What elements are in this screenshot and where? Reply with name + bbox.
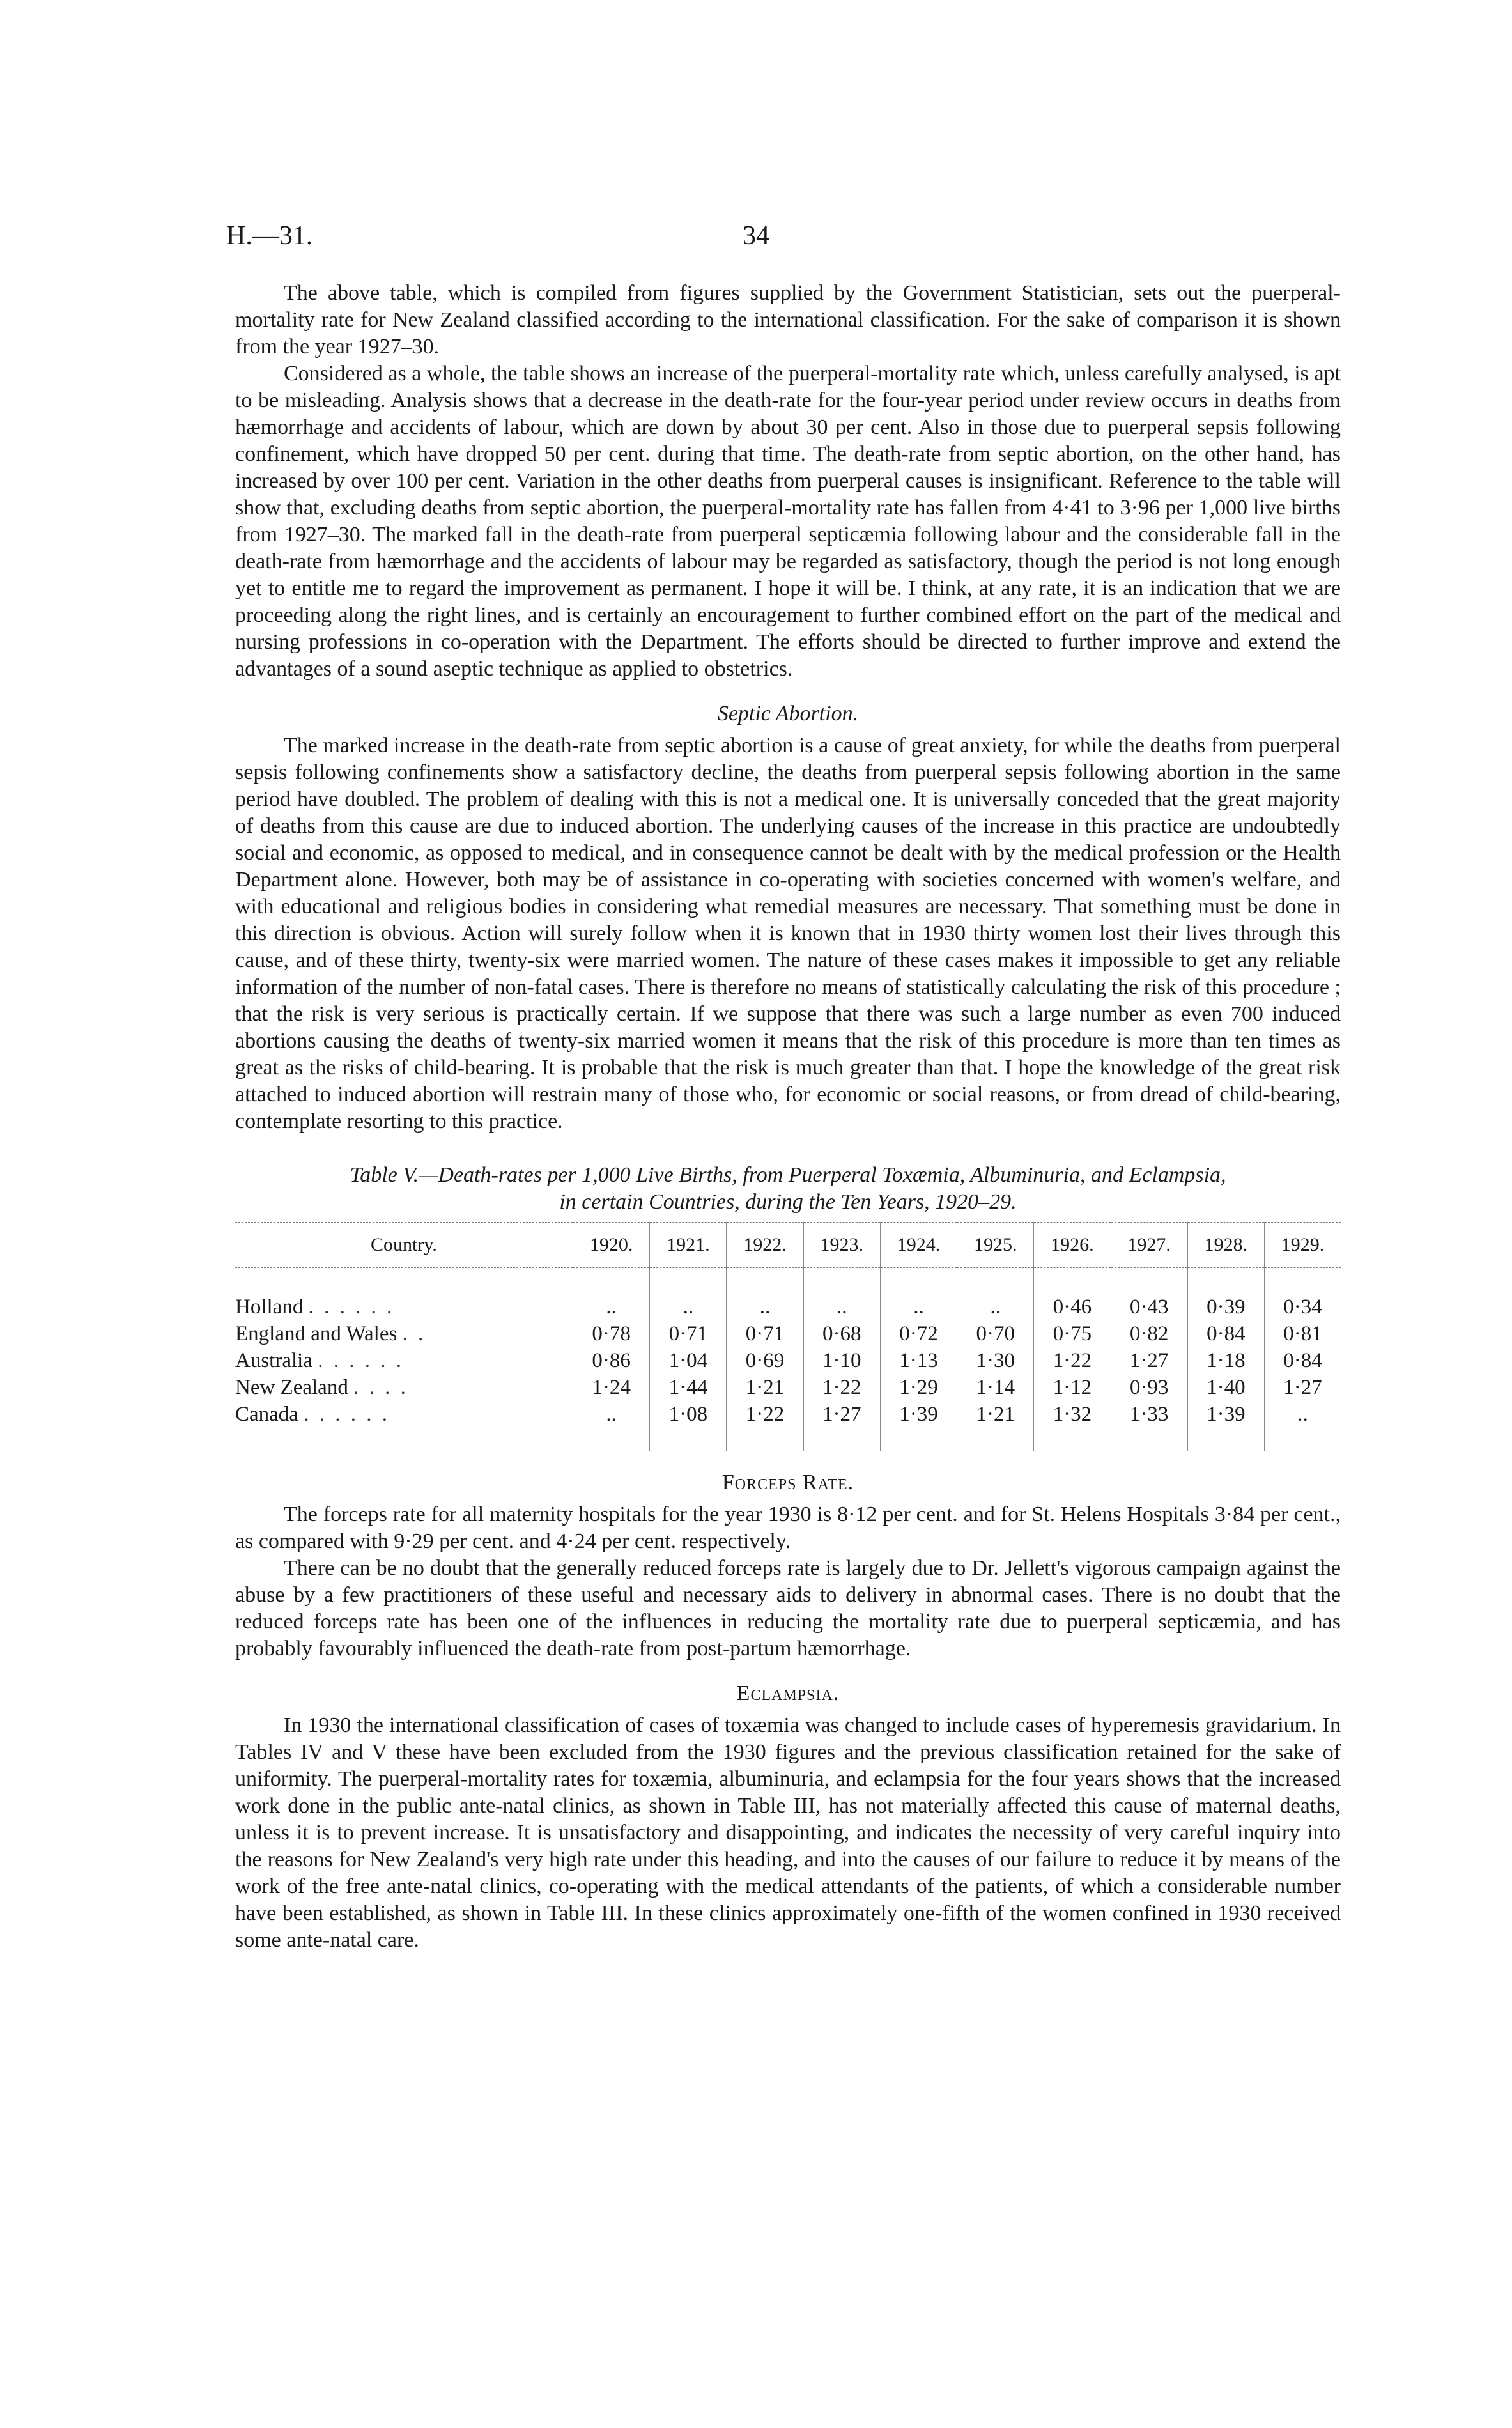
year-header: 1923. <box>803 1223 880 1268</box>
rate-cell: 1·22 <box>803 1374 880 1401</box>
year-header: 1920. <box>573 1223 650 1268</box>
page-content <box>235 280 1341 1954</box>
rate-cell: .. <box>880 1268 957 1321</box>
country-cell <box>235 1268 573 1321</box>
forceps-rate-heading: Forceps Rate. <box>721 1471 854 1494</box>
rate-cell: .. <box>1264 1401 1341 1451</box>
year-header: 1928. <box>1187 1223 1264 1268</box>
table-caption <box>235 1162 1341 1216</box>
country-name: Canada <box>235 1403 298 1426</box>
page-number: 34 <box>743 221 769 251</box>
rate-cell: 1·22 <box>727 1401 803 1451</box>
septic-abortion-heading: Septic Abortion. <box>717 702 859 725</box>
year-header: 1926. <box>1034 1223 1111 1268</box>
year-header: 1922. <box>727 1223 803 1268</box>
rate-cell: .. <box>957 1268 1034 1321</box>
rate-cell: 1·39 <box>1187 1401 1264 1451</box>
rate-cell: 1·40 <box>1187 1374 1264 1401</box>
rate-cell: 1·21 <box>957 1401 1034 1451</box>
rate-cell: 1·44 <box>650 1374 727 1401</box>
country-name: England and Wales <box>235 1322 397 1345</box>
intro-paragraph-1: The above table, which is compiled from figures supplied by the Government Statistician, sets out the puerperal-mortality rate for New Zealand classified according to the international classification. For the sake of comparison it is shown from the year 1927–30. <box>235 281 1341 359</box>
year-header: 1924. <box>880 1223 957 1268</box>
rate-cell: 0·71 <box>727 1320 803 1347</box>
rate-cell: 0·84 <box>1264 1347 1341 1374</box>
rate-cell: 0·68 <box>803 1320 880 1347</box>
rate-cell: 1·10 <box>803 1347 880 1374</box>
report-reference: H.—31. <box>226 221 313 251</box>
year-header: 1925. <box>957 1223 1034 1268</box>
rate-cell: 0·78 <box>573 1320 650 1347</box>
intro-paragraph-2: Considered as a whole, the table shows an increase of the puerperal-mortality rate which, unless carefully analysed, is apt to be misleading. Analysis shows that a decrease in the death-rate for the four-year period under review occurs in deaths from hæmorrhage and accidents of labour, which are down by about 30 per cent. Also in those due to puerperal sepsis following confinement, which have dropped 50 per cent. during that time. The death-rate from septic abortion, on the other hand, has increased by over 100 per cent. Variation in the other deaths from puerperal causes is insignificant. Reference to the table will show that, excluding deaths from septic abortion, the puerperal-mortality rate has fallen from 4·41 to 3·96 per 1,000 live births from 1927–30. The marked fall in the death-rate from puerperal septicæmia following labour and the considerable fall in the death-rate from hæmorrhage and the accidents of labour may be regarded as satisfactory, though the period is not long enough yet to entitle me to regard the improvement as permanent. I hope it will be. I think, at any rate, it is an indication that we are proceeding along the right lines, and is certainly an encouragement to further combined effort on the part of the medical and nursing professions in co-operation with the Department. The efforts should be directed to further improve and extend the advantages of a sound aseptic technique as applied to obstetrics. <box>235 362 1341 681</box>
rate-cell: 0·43 <box>1111 1268 1187 1321</box>
rate-cell: 1·14 <box>957 1374 1034 1401</box>
rate-cell: 1·21 <box>727 1374 803 1401</box>
rate-cell: .. <box>650 1268 727 1321</box>
dot-leader: . . . . . . <box>308 1295 395 1318</box>
rate-cell: 1·08 <box>650 1401 727 1451</box>
year-header: 1929. <box>1264 1223 1341 1268</box>
country-cell <box>235 1347 573 1374</box>
country-column-header: Country. <box>235 1223 573 1268</box>
dot-leader: . . . . . . <box>304 1403 390 1426</box>
country-cell <box>235 1320 573 1347</box>
table-row <box>235 1320 1341 1347</box>
forceps-paragraph-2: There can be no doubt that the generally reduced forceps rate is largely due to Dr. Jellett's vigorous campaign against the abuse by a few practitioners of these useful and necessary aids to delivery in abnormal cases. There is no doubt that the reduced forceps rate has been one of the influences in reducing the mortality rate due to puerperal septicæmia, and has probably favourably influenced the death-rate from post-partum hæmorrhage. <box>235 1556 1341 1660</box>
rate-cell: 1·33 <box>1111 1401 1187 1451</box>
dot-leader: . . <box>402 1322 426 1345</box>
rate-cell: 0·34 <box>1264 1268 1341 1321</box>
dot-leader: . . . . <box>353 1376 408 1399</box>
rate-cell: 1·18 <box>1187 1347 1264 1374</box>
eclampsia-heading: Eclampsia. <box>736 1682 840 1705</box>
table-caption-line-2: in certain Countries, during the Ten Years, 1920–29. <box>559 1190 1017 1214</box>
rate-cell: .. <box>803 1268 880 1321</box>
rate-cell: 1·39 <box>880 1401 957 1451</box>
rate-cell: 0·39 <box>1187 1268 1264 1321</box>
septic-abortion-paragraph: The marked increase in the death-rate from septic abortion is a cause of great anxiety, for while the deaths from puerperal sepsis following confinements show a satisfactory decline, the deaths from puerperal sepsis following abortion in the same period have doubled. The problem of dealing with this is not a medical one. It is universally conceded that the great majority of deaths from this cause are due to induced abortion. The underlying causes of the increase in this practice are undoubtedly social and economic, as opposed to medical, and in consequence cannot be dealt with by the medical profession or the Health Department alone. However, both may be of assistance in co-operating with societies concerned with women's welfare, and with educational and religious bodies in considering what remedial measures are necessary. That something must be done in this direction is obvious. Action will surely follow when it is known that in 1930 thirty women lost their lives through this cause, and of these thirty, twenty-six were married women. The nature of these cases makes it impossible to get any reliable information of the number of non-fatal cases. There is therefore no means of statistically calculating the risk of this procedure ; that the risk is very serious is practically certain. If we suppose that there was such a large number as even 700 induced abortions causing the deaths of twenty-six married women it means that the risk of this procedure is more than ten times as great as the risks of child-bearing. It is probable that the risk is much greater than that. I hope the knowledge of the great risk attached to induced abortion will restrain many of those who, for economic or social reasons, or from dread of child-bearing, contemplate resorting to this practice. <box>235 734 1341 1133</box>
rate-cell: 1·27 <box>1111 1347 1187 1374</box>
rate-cell: 0·93 <box>1111 1374 1187 1401</box>
rate-cell: 1·30 <box>957 1347 1034 1374</box>
forceps-paragraph-1: The forceps rate for all maternity hospitals for the year 1930 is 8·12 per cent. and for St. Helens Hospitals 3·84 per cent., as compared with 9·29 per cent. and 4·24 per cent. respectively. <box>235 1503 1341 1553</box>
rate-cell: 0·69 <box>727 1347 803 1374</box>
rate-cell: .. <box>573 1268 650 1321</box>
country-cell <box>235 1374 573 1401</box>
country-cell <box>235 1401 573 1451</box>
rate-cell: 0·75 <box>1034 1320 1111 1347</box>
country-name: Holland <box>235 1295 304 1318</box>
rate-cell: 1·27 <box>803 1401 880 1451</box>
rate-cell: .. <box>573 1401 650 1451</box>
rate-cell: 0·86 <box>573 1347 650 1374</box>
rate-cell: 1·22 <box>1034 1347 1111 1374</box>
rate-cell: 0·46 <box>1034 1268 1111 1321</box>
rate-cell: 0·70 <box>957 1320 1034 1347</box>
rate-cell: 1·04 <box>650 1347 727 1374</box>
year-header: 1927. <box>1111 1223 1187 1268</box>
table-row <box>235 1401 1341 1451</box>
rate-cell: .. <box>727 1268 803 1321</box>
rate-cell: 1·29 <box>880 1374 957 1401</box>
rate-cell: 1·13 <box>880 1347 957 1374</box>
country-name: Australia <box>235 1349 312 1372</box>
eclampsia-paragraph: In 1930 the international classification of cases of toxæmia was changed to include cases of hyperemesis gravidarium. In Tables IV and V these have been excluded from the 1930 figures and the previous classification retained for the sake of uniformity. The puerperal-mortality rates for toxæmia, albuminuria, and eclampsia for the four years shows that the increased work done in the public ante-natal clinics, as shown in Table III, has not materially affected this cause of maternal deaths, unless it is to prevent increase. It is unsatisfactory and disappointing, and indicates the necessity of very careful inquiry into the reasons for New Zealand's very high rate under this heading, and into the causes of our failure to reduce it by means of the work of the free ante-natal clinics, co-operating with the medical attendants of the patients, of which a considerable number have been established, as shown in Table III. In these clinics approximately one-fifth of the women confined in 1930 received some ante-natal care. <box>235 1713 1341 1952</box>
rate-cell: 0·72 <box>880 1320 957 1347</box>
table-row <box>235 1374 1341 1401</box>
rate-cell: 1·12 <box>1034 1374 1111 1401</box>
rate-cell: 1·32 <box>1034 1401 1111 1451</box>
page-header <box>226 220 1286 259</box>
death-rates-table <box>235 1222 1341 1451</box>
year-header: 1921. <box>650 1223 727 1268</box>
table-row <box>235 1347 1341 1374</box>
rate-cell: 1·27 <box>1264 1374 1341 1401</box>
rate-cell: 0·84 <box>1187 1320 1264 1347</box>
table-header-row <box>235 1223 1341 1268</box>
rate-cell: 0·71 <box>650 1320 727 1347</box>
table-row <box>235 1268 1341 1321</box>
table-caption-line-1: Table V.—Death-rates per 1,000 Live Births, from Puerperal Toxæmia, Albuminuria, and Eclampsia, <box>350 1163 1226 1187</box>
rate-cell: 0·82 <box>1111 1320 1187 1347</box>
rate-cell: 0·81 <box>1264 1320 1341 1347</box>
country-name: New Zealand <box>235 1376 348 1399</box>
dot-leader: . . . . . . <box>318 1349 404 1372</box>
rate-cell: 1·24 <box>573 1374 650 1401</box>
